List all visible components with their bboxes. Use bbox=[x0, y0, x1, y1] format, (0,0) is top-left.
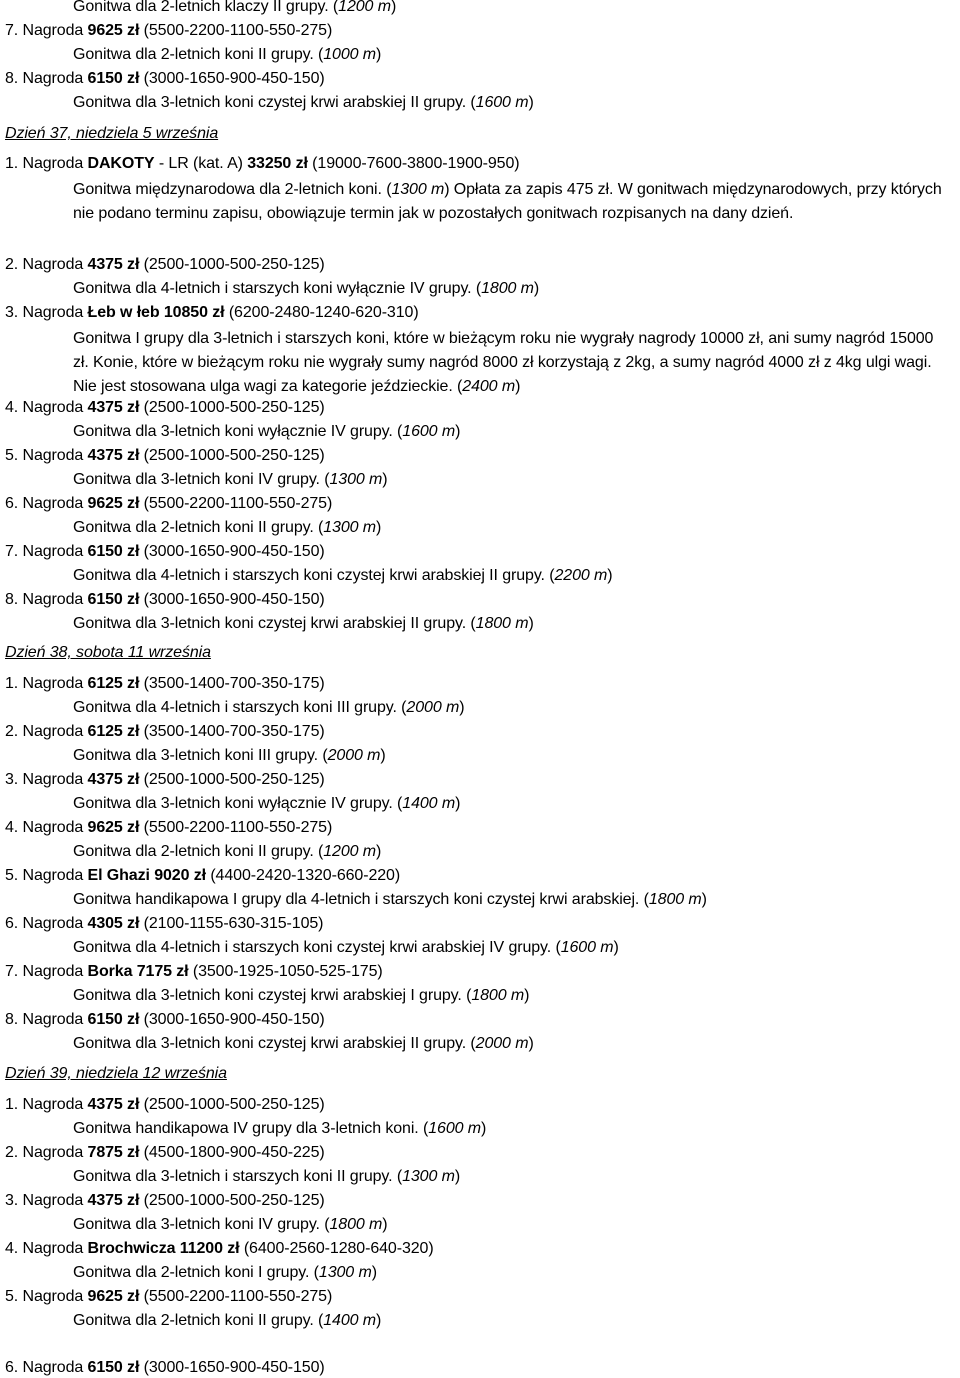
prize-amount: 6150 zł bbox=[87, 1011, 140, 1028]
race-distance: 1300 m bbox=[329, 471, 383, 488]
race-description: Gonitwa dla 3-letnich koni wyłącznie IV grupy. (1400 m) bbox=[73, 795, 461, 812]
prize-line bbox=[5, 914, 323, 934]
prize-number: 4. Nagroda bbox=[5, 1240, 88, 1257]
race-distance: 2200 m bbox=[554, 567, 608, 584]
prize-number: 7. Nagroda bbox=[5, 963, 88, 980]
prize-amount: 4375 zł bbox=[87, 447, 140, 464]
race-text: Gonitwa dla 3-letnich koni czystej krwi arabskiej II grupy. ( bbox=[73, 94, 476, 111]
prize-amount: 6150 zł bbox=[87, 543, 140, 560]
race-description: Gonitwa handikapowa IV grupy dla 3-letnich koni. (1600 m) bbox=[73, 1120, 487, 1137]
prize-amount: 6125 zł bbox=[87, 675, 140, 692]
prize-line bbox=[5, 818, 332, 838]
race-text: Gonitwa handikapowa IV grupy dla 3-letnich koni. ( bbox=[73, 1120, 429, 1137]
prize-amount: 6150 zł bbox=[87, 591, 140, 608]
prize-amount: 4305 zł bbox=[87, 915, 140, 932]
prize-line bbox=[5, 154, 520, 174]
prize-number: 3. Nagroda bbox=[5, 304, 88, 321]
race-description: Gonitwa dla 3-letnich koni czystej krwi arabskiej II grupy. (1800 m) bbox=[73, 615, 534, 632]
prize-category: - LR (kat. A) bbox=[154, 155, 248, 172]
race-description: Gonitwa dla 4-letnich i starszych koni III grupy. (2000 m) bbox=[73, 699, 465, 716]
race-description: Gonitwa handikapowa I grupy dla 4-letnich i starszych koni czystej krwi arabskiej. (1800 m) bbox=[73, 891, 707, 908]
prize-amount: 4375 zł bbox=[87, 256, 140, 273]
prize-number: 7. Nagroda bbox=[5, 543, 88, 560]
race-text: Gonitwa dla 2-letnich koni II grupy. ( bbox=[73, 843, 324, 860]
prize-number: 6. Nagroda bbox=[5, 495, 88, 512]
prize-line bbox=[5, 674, 325, 694]
prize-number: 5. Nagroda bbox=[5, 867, 88, 884]
race-description: Gonitwa dla 2-letnich koni II grupy. (1200 m) bbox=[73, 843, 382, 860]
race-distance: 2400 m bbox=[462, 378, 516, 396]
race-distance: 1600 m bbox=[475, 94, 529, 111]
race-distance: 1300 m bbox=[391, 181, 445, 198]
prize-amount: 7175 zł bbox=[136, 963, 189, 980]
prize-line bbox=[5, 542, 325, 562]
prize-number: 2. Nagroda bbox=[5, 723, 88, 740]
prize-amount: 9625 zł bbox=[87, 22, 140, 39]
race-description: Gonitwa dla 3-letnich koni IV grupy. (1800 m) bbox=[73, 1216, 388, 1233]
prize-line bbox=[5, 1191, 325, 1211]
prize-breakdown: (2500-1000-500-250-125) bbox=[139, 771, 325, 788]
race-text: Gonitwa handikapowa I grupy dla 4-letnich i starszych koni czystej krwi arabskiej. ( bbox=[73, 891, 649, 908]
prize-number: 7. Nagroda bbox=[5, 22, 88, 39]
prize-line bbox=[5, 446, 325, 466]
prize-line bbox=[5, 722, 325, 742]
prize-line bbox=[5, 962, 383, 982]
prize-number: 6. Nagroda bbox=[5, 915, 88, 932]
race-description: Gonitwa dla 3-letnich koni wyłącznie IV grupy. (1600 m) bbox=[73, 423, 461, 440]
race-description-long bbox=[73, 327, 953, 400]
prize-line bbox=[5, 255, 325, 275]
prize-line bbox=[5, 590, 325, 610]
prize-breakdown: (5500-2200-1100-550-275) bbox=[139, 819, 333, 836]
race-text: Gonitwa dla 2-letnich koni I grupy. ( bbox=[73, 1264, 319, 1281]
race-distance: 1200 m bbox=[338, 0, 391, 15]
prize-amount: 9625 zł bbox=[87, 819, 140, 836]
race-distance: 1400 m bbox=[323, 1312, 377, 1329]
prize-line bbox=[5, 69, 325, 89]
prize-line bbox=[5, 770, 325, 790]
prize-line bbox=[5, 1143, 325, 1163]
race-note: ) bbox=[515, 378, 521, 396]
prize-breakdown: (3000-1650-900-450-150) bbox=[139, 1011, 325, 1028]
race-text: Gonitwa dla 4-letnich i starszych koni czystej krwi arabskiej II grupy. ( bbox=[73, 567, 555, 584]
race-text: Gonitwa dla 4-letnich i starszych koni czystej krwi arabskiej IV grupy. ( bbox=[73, 939, 561, 956]
prize-breakdown: (2500-1000-500-250-125) bbox=[139, 1096, 325, 1113]
race-text: Gonitwa dla 2-letnich klaczy II grupy. ( bbox=[73, 0, 339, 15]
race-text: Gonitwa międzynarodowa dla 2-letnich koni. ( bbox=[73, 181, 392, 198]
prize-breakdown: (4400-2420-1320-660-220) bbox=[205, 867, 401, 884]
race-text: Gonitwa dla 4-letnich i starszych koni III grupy. ( bbox=[73, 699, 407, 716]
race-description: Gonitwa dla 4-letnich i starszych koni wyłącznie IV grupy. (1800 m) bbox=[73, 280, 540, 297]
prize-amount: 11200 zł bbox=[179, 1240, 240, 1257]
race-description: Gonitwa dla 2-letnich koni II grupy. (1300 m) bbox=[73, 519, 382, 536]
prize-amount: 6150 zł bbox=[87, 70, 140, 87]
prize-number: 3. Nagroda bbox=[5, 771, 88, 788]
prize-amount: 33250 zł bbox=[247, 155, 308, 172]
prize-line bbox=[5, 21, 332, 41]
prize-number: 8. Nagroda bbox=[5, 591, 88, 608]
prize-line bbox=[5, 303, 419, 323]
race-distance: 1400 m bbox=[402, 795, 456, 812]
prize-line bbox=[5, 398, 325, 418]
race-distance: 1800 m bbox=[481, 280, 534, 297]
prize-breakdown: (3500-1400-700-350-175) bbox=[139, 723, 325, 740]
prize-breakdown: (3000-1650-900-450-150) bbox=[139, 1359, 325, 1376]
race-text: Gonitwa dla 3-letnich koni IV grupy. ( bbox=[73, 471, 330, 488]
prize-name: Łeb w łeb bbox=[87, 304, 164, 321]
race-distance: 1200 m bbox=[323, 843, 377, 860]
prize-amount: 4375 zł bbox=[87, 1096, 140, 1113]
prize-number: 8. Nagroda bbox=[5, 70, 88, 87]
prize-breakdown: (5500-2200-1100-550-275) bbox=[139, 1288, 333, 1305]
race-distance: 1600 m bbox=[560, 939, 614, 956]
race-description: Gonitwa dla 3-letnich koni IV grupy. (1300 m) bbox=[73, 471, 388, 488]
race-text: Gonitwa dla 3-letnich koni wyłącznie IV grupy. ( bbox=[73, 423, 403, 440]
prize-number: 1. Nagroda bbox=[5, 155, 88, 172]
prize-line bbox=[5, 1358, 325, 1378]
race-distance: 1000 m bbox=[323, 46, 377, 63]
prize-number: 6. Nagroda bbox=[5, 1359, 88, 1376]
race-description: Gonitwa dla 2-letnich klaczy II grupy. (1200 m) bbox=[73, 0, 397, 15]
race-description: Gonitwa dla 3-letnich koni III grupy. (2000 m) bbox=[73, 747, 386, 764]
prize-amount: 9625 zł bbox=[87, 1288, 140, 1305]
prize-breakdown: (5500-2200-1100-550-275) bbox=[139, 495, 333, 512]
race-description: Gonitwa dla 3-letnich koni czystej krwi arabskiej I grupy. (1800 m) bbox=[73, 987, 530, 1004]
prize-amount: 9020 zł bbox=[154, 867, 206, 884]
day-heading: Dzień 37, niedziela 5 września bbox=[5, 125, 219, 142]
prize-number: 1. Nagroda bbox=[5, 675, 88, 692]
race-description: Gonitwa dla 4-letnich i starszych koni czystej krwi arabskiej IV grupy. (1600 m) bbox=[73, 939, 619, 956]
day-heading: Dzień 39, niedziela 12 września bbox=[5, 1065, 227, 1082]
prize-breakdown: (4500-1800-900-450-225) bbox=[139, 1144, 325, 1161]
prize-breakdown: (2500-1000-500-250-125) bbox=[139, 447, 325, 464]
race-description: Gonitwa dla 2-letnich koni II grupy. (1400 m) bbox=[73, 1312, 382, 1329]
prize-number: 1. Nagroda bbox=[5, 1096, 88, 1113]
race-description: Gonitwa dla 2-letnich koni II grupy. (1000 m) bbox=[73, 46, 382, 63]
prize-amount: 7875 zł bbox=[87, 1144, 140, 1161]
prize-number: 4. Nagroda bbox=[5, 819, 88, 836]
race-text: Gonitwa dla 4-letnich i starszych koni wyłącznie IV grupy. ( bbox=[73, 280, 482, 297]
race-text: Gonitwa dla 3-letnich koni IV grupy. ( bbox=[73, 1216, 330, 1233]
race-text: Gonitwa I grupy dla 3-letnich i starszych koni, które w bieżącym roku nie wygrały nagrody 10000 zł, ani sumy nagród 15000 zł. Konie, które w bieżącym roku nie wygrały sumy nagród 8000 zł korzystają z 2kg, a sumy nagród 4000 zł z 4kg ulgi wagi. Nie jest stosowana ulga wagi za kategorie jeździeckie. ( bbox=[73, 330, 934, 396]
prize-number: 4. Nagroda bbox=[5, 399, 88, 416]
race-note: ) Opłata za zapis 475 zł. W gonitwach międzynarodowych, przy których nie podano terminu zapisu, obowiązuje termin jak w pozostałych gonitwach rozpisanych na dany dzień. bbox=[73, 181, 942, 223]
race-description: Gonitwa dla 3-letnich i starszych koni II grupy. (1300 m) bbox=[73, 1168, 461, 1185]
prize-breakdown: (2500-1000-500-250-125) bbox=[139, 256, 325, 273]
race-distance: 1600 m bbox=[428, 1120, 481, 1137]
race-text: Gonitwa dla 2-letnich koni II grupy. ( bbox=[73, 1312, 324, 1329]
race-distance: 1300 m bbox=[318, 1264, 372, 1281]
prize-amount: 6125 zł bbox=[87, 723, 140, 740]
race-text: Gonitwa dla 2-letnich koni II grupy. ( bbox=[73, 519, 324, 536]
race-distance: 1800 m bbox=[648, 891, 702, 908]
race-distance: 1800 m bbox=[475, 615, 529, 632]
day-heading: Dzień 38, sobota 11 września bbox=[5, 644, 211, 661]
prize-line bbox=[5, 494, 332, 514]
prize-line bbox=[5, 1095, 325, 1115]
prize-breakdown: (3000-1650-900-450-150) bbox=[139, 70, 325, 87]
race-distance: 1300 m bbox=[323, 519, 377, 536]
prize-breakdown: (2500-1000-500-250-125) bbox=[139, 1192, 325, 1209]
prize-amount: 4375 zł bbox=[87, 771, 140, 788]
race-text: Gonitwa dla 3-letnich i starszych koni II grupy. ( bbox=[73, 1168, 403, 1185]
race-distance: 1600 m bbox=[402, 423, 456, 440]
prize-line bbox=[5, 1239, 434, 1259]
prize-line bbox=[5, 1287, 332, 1307]
prize-number: 2. Nagroda bbox=[5, 256, 88, 273]
race-text: Gonitwa dla 3-letnich koni wyłącznie IV grupy. ( bbox=[73, 795, 403, 812]
prize-line bbox=[5, 1010, 325, 1030]
prize-number: 2. Nagroda bbox=[5, 1144, 88, 1161]
prize-number: 8. Nagroda bbox=[5, 1011, 88, 1028]
prize-breakdown: (3000-1650-900-450-150) bbox=[139, 543, 325, 560]
race-text: Gonitwa dla 3-letnich koni czystej krwi arabskiej II grupy. ( bbox=[73, 1035, 476, 1052]
race-distance: 2000 m bbox=[327, 747, 381, 764]
prize-breakdown: (3500-1925-1050-525-175) bbox=[188, 963, 383, 980]
race-description-long bbox=[73, 178, 953, 226]
race-description: Gonitwa dla 3-letnich koni czystej krwi arabskiej II grupy. (1600 m) bbox=[73, 94, 534, 111]
prize-breakdown: (2500-1000-500-250-125) bbox=[139, 399, 325, 416]
prize-breakdown: (5500-2200-1100-550-275) bbox=[139, 22, 333, 39]
race-distance: 2000 m bbox=[475, 1035, 529, 1052]
prize-breakdown: (3000-1650-900-450-150) bbox=[139, 591, 325, 608]
race-distance: 1300 m bbox=[402, 1168, 455, 1185]
race-text: Gonitwa dla 3-letnich koni III grupy. ( bbox=[73, 747, 328, 764]
prize-breakdown: (19000-7600-3800-1900-950) bbox=[307, 155, 520, 172]
race-description: Gonitwa dla 4-letnich i starszych koni czystej krwi arabskiej II grupy. (2200 m) bbox=[73, 567, 613, 584]
prize-amount: 10850 zł bbox=[163, 304, 225, 321]
prize-breakdown: (6400-2560-1280-640-320) bbox=[239, 1240, 434, 1257]
prize-amount: 9625 zł bbox=[87, 495, 140, 512]
prize-number: 5. Nagroda bbox=[5, 447, 88, 464]
race-description: Gonitwa dla 2-letnich koni I grupy. (1300 m) bbox=[73, 1264, 377, 1281]
prize-name: El Ghazi bbox=[87, 867, 155, 884]
prize-amount: 4375 zł bbox=[87, 1192, 140, 1209]
prize-name: DAKOTY bbox=[87, 155, 155, 172]
prize-name: Brochwicza bbox=[87, 1240, 180, 1257]
race-text: Gonitwa dla 2-letnich koni II grupy. ( bbox=[73, 46, 324, 63]
race-description: Gonitwa dla 3-letnich koni czystej krwi arabskiej II grupy. (2000 m) bbox=[73, 1035, 534, 1052]
prize-name: Borka bbox=[87, 963, 137, 980]
prize-number: 5. Nagroda bbox=[5, 1288, 88, 1305]
race-distance: 1800 m bbox=[329, 1216, 383, 1233]
race-text: Gonitwa dla 3-letnich koni czystej krwi arabskiej II grupy. ( bbox=[73, 615, 476, 632]
prize-amount: 4375 zł bbox=[87, 399, 140, 416]
race-distance: 1800 m bbox=[471, 987, 525, 1004]
prize-breakdown: (2100-1155-630-315-105) bbox=[139, 915, 324, 932]
race-distance: 2000 m bbox=[406, 699, 460, 716]
prize-number: 3. Nagroda bbox=[5, 1192, 88, 1209]
prize-breakdown: (3500-1400-700-350-175) bbox=[139, 675, 325, 692]
prize-breakdown: (6200-2480-1240-620-310) bbox=[224, 304, 419, 321]
prize-amount: 6150 zł bbox=[87, 1359, 140, 1376]
prize-line bbox=[5, 866, 400, 886]
race-text: Gonitwa dla 3-letnich koni czystej krwi arabskiej I grupy. ( bbox=[73, 987, 472, 1004]
